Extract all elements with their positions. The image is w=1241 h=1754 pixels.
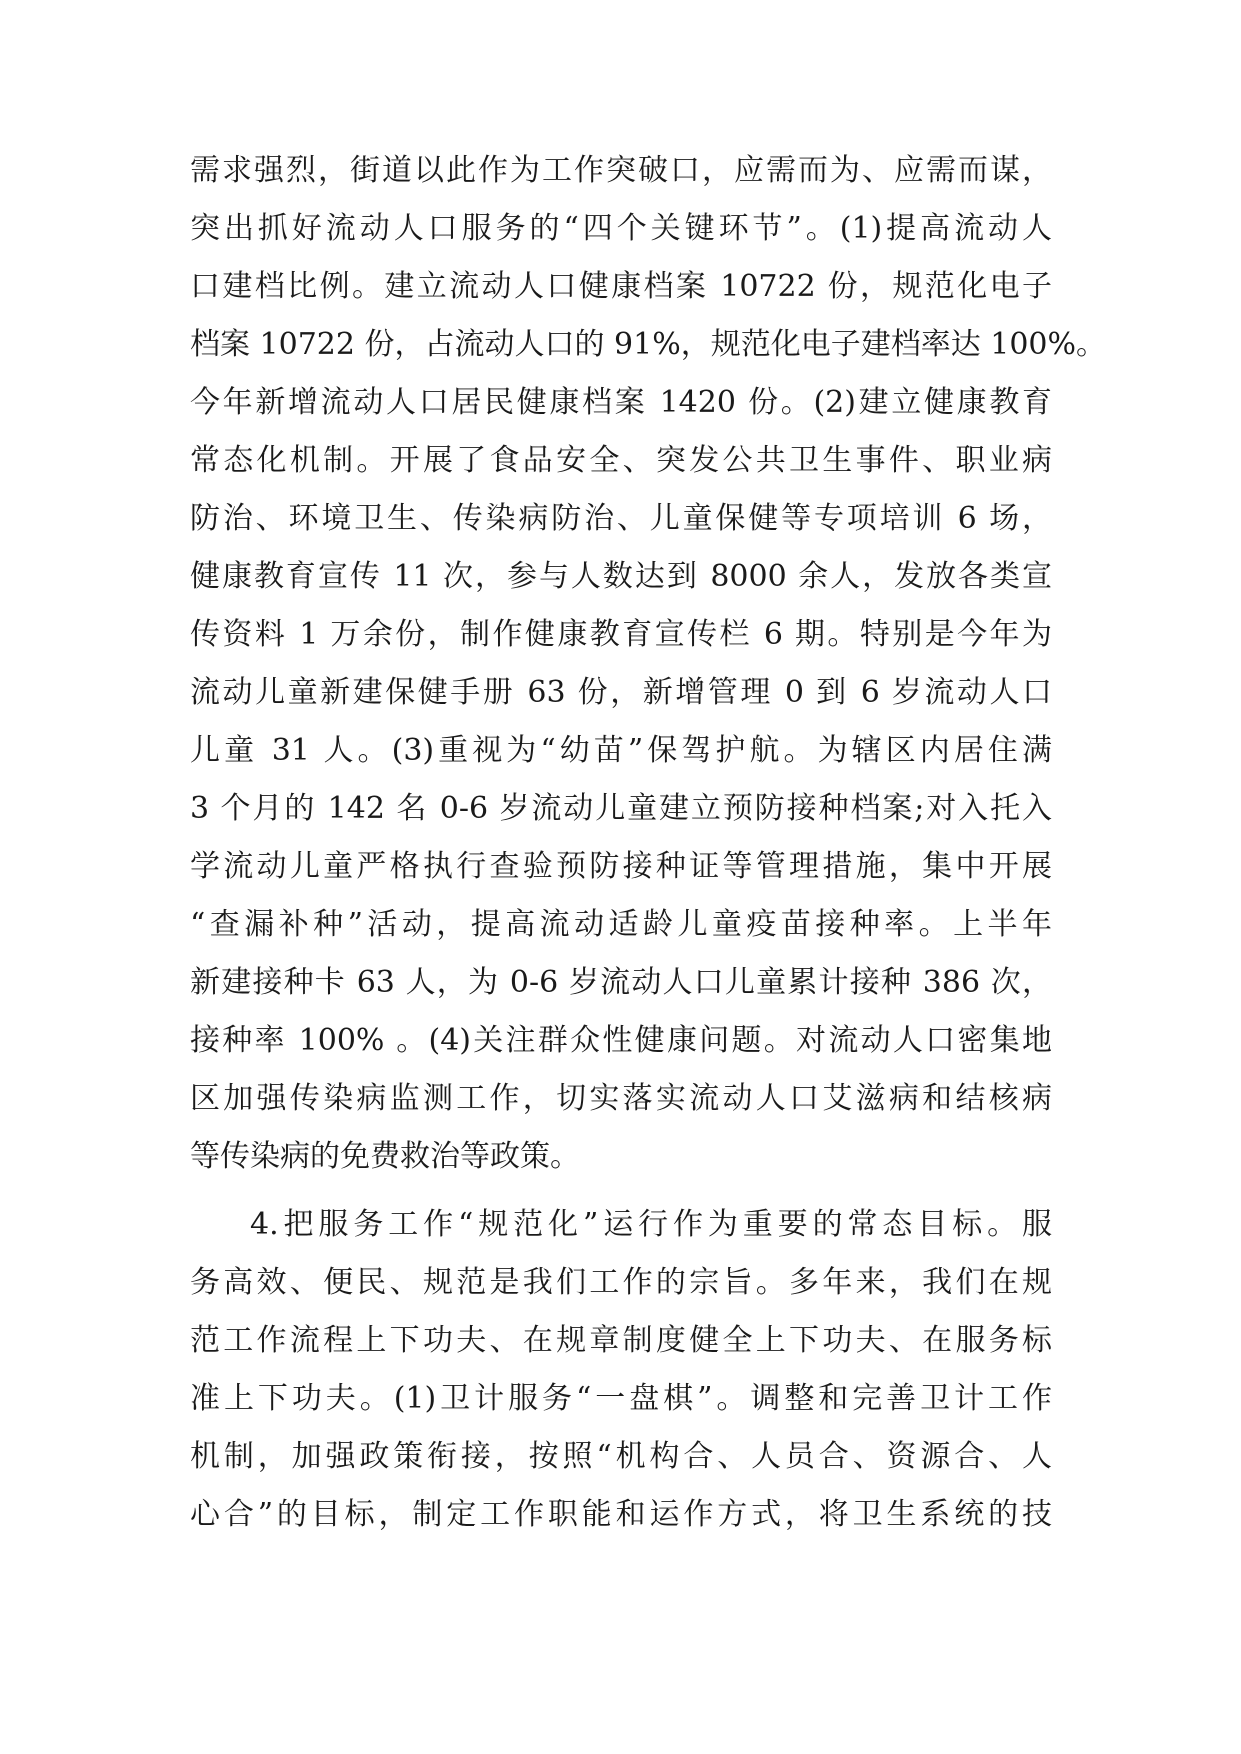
text-line: 档案 10722 份，占流动人口的 91%，规范化电子建档率达 100%。 xyxy=(190,327,1107,362)
text-line: 新建接种卡 63 人，为 0-6 岁流动人口儿童累计接种 386 次， xyxy=(190,965,1052,1000)
text-line: 突出抓好流动人口服务的“四个关键环节”。(1)提高流动人 xyxy=(190,211,1052,246)
text-line: 4.把服务工作“规范化”运行作为重要的常态目标。服 xyxy=(250,1207,1052,1242)
text-line: 健康教育宣传 11 次，参与人数达到 8000 余人，发放各类宣 xyxy=(190,559,1052,594)
text-line: 今年新增流动人口居民健康档案 1420 份。(2)建立健康教育 xyxy=(190,385,1052,420)
text-line: 需求强烈，街道以此作为工作突破口，应需而为、应需而谋， xyxy=(190,153,1052,188)
text-line: 区加强传染病监测工作，切实落实流动人口艾滋病和结核病 xyxy=(190,1081,1052,1116)
text-line: 准上下功夫。(1)卫计服务“一盘棋”。调整和完善卫计工作 xyxy=(190,1381,1052,1416)
text-line: 常态化机制。开展了食品安全、突发公共卫生事件、职业病 xyxy=(190,443,1052,478)
body-text-top xyxy=(190,142,1107,1186)
text-line: 儿童 31 人。(3)重视为“幼苗”保驾护航。为辖区内居住满 xyxy=(190,733,1052,768)
text-line: 防治、环境卫生、传染病防治、儿童保健等专项培训 6 场， xyxy=(190,501,1052,536)
text-line: 心合”的目标，制定工作职能和运作方式，将卫生系统的技 xyxy=(190,1497,1052,1532)
text-line: 传资料 1 万余份，制作健康教育宣传栏 6 期。特别是今年为 xyxy=(190,617,1052,652)
text-line: “查漏补种”活动，提高流动适龄儿童疫苗接种率。上半年 xyxy=(190,907,1052,942)
text-line: 机制，加强政策衔接，按照“机构合、人员合、资源合、人 xyxy=(190,1439,1052,1474)
text-line: 接种率 100% 。(4)关注群众性健康问题。对流动人口密集地 xyxy=(190,1023,1052,1058)
text-line: 范工作流程上下功夫、在规章制度健全上下功夫、在服务标 xyxy=(190,1323,1052,1358)
text-line: 等传染病的免费救治等政策。 xyxy=(190,1139,580,1174)
text-line: 流动儿童新建保健手册 63 份，新增管理 0 到 6 岁流动人口 xyxy=(190,675,1052,710)
text-line: 3 个月的 142 名 0-6 岁流动儿童建立预防接种档案;对入托入 xyxy=(190,791,1052,826)
body-text-section-4 xyxy=(190,1196,1052,1544)
text-line: 务高效、便民、规范是我们工作的宗旨。多年来，我们在规 xyxy=(190,1265,1052,1300)
text-line: 学流动儿童严格执行查验预防接种证等管理措施，集中开展 xyxy=(190,849,1052,884)
text-line: 口建档比例。建立流动人口健康档案 10722 份，规范化电子 xyxy=(190,269,1052,304)
